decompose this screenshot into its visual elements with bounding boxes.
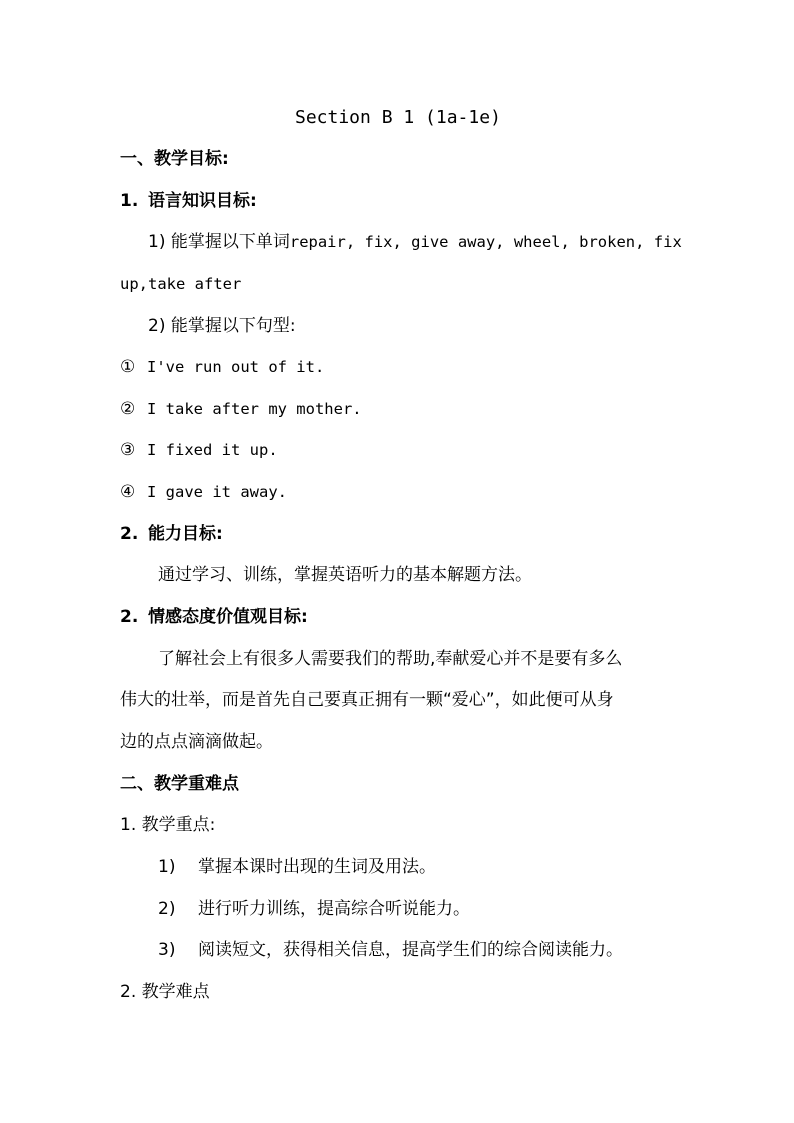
focus-item — [158, 856, 436, 878]
sentence-text: I gave it away. — [147, 483, 287, 501]
section-heading-key-points: 二、教学重难点 — [120, 774, 239, 794]
sentence-marker: ① — [120, 357, 136, 377]
subheading-knowledge — [120, 190, 257, 212]
focus-item — [158, 939, 623, 961]
sentence-marker: ③ — [120, 440, 136, 460]
vocabulary-prefix: 1) 能掌握以下单词 — [148, 232, 290, 252]
sentence-marker: ② — [120, 399, 136, 419]
sentence-text: I fixed it up. — [147, 441, 278, 459]
focus-heading: 1. 教学重点: — [120, 815, 216, 835]
subheading-text: 语言知识目标: — [148, 191, 257, 211]
subheading-emotion — [120, 606, 308, 628]
subheading-text: 情感态度价值观目标: — [148, 607, 308, 627]
sentence-item — [120, 481, 287, 503]
vocabulary-line — [148, 231, 682, 253]
subheading-ability — [120, 523, 223, 545]
sentence-marker: ④ — [120, 482, 136, 502]
sentence-text: I've run out of it. — [147, 358, 325, 376]
focus-item-text: 进行听力训练，提高综合听说能力。 — [198, 899, 470, 919]
focus-item-text: 阅读短文，获得相关信息，提高学生们的综合阅读能力。 — [198, 940, 623, 960]
focus-item — [158, 898, 470, 920]
difficulty-heading: 2. 教学难点 — [120, 982, 210, 1002]
page-title: Section B 1 (1a-1e) — [295, 107, 501, 128]
sentence-item — [120, 439, 278, 461]
sentence-text: I take after my mother. — [147, 400, 362, 418]
sentence-item — [120, 356, 324, 378]
focus-item-number: 1) — [158, 857, 176, 877]
sentence-item — [120, 398, 362, 420]
emotion-text-line: 边的点点滴滴做起。 — [120, 732, 273, 752]
ability-text: 通过学习、训练，掌握英语听力的基本解题方法。 — [158, 565, 532, 585]
focus-item-text: 掌握本课时出现的生词及用法。 — [198, 857, 436, 877]
vocabulary-words: repair, fix, give away, wheel, broken, fix — [289, 233, 682, 251]
section-heading-objectives: 一、教学目标: — [120, 149, 229, 169]
focus-item-number: 2) — [158, 899, 176, 919]
focus-item-number: 3) — [158, 940, 176, 960]
subheading-number: 2. — [120, 524, 139, 544]
emotion-text-line: 伟大的壮举，而是首先自己要真正拥有一颗“爱心”，如此便可从身 — [120, 690, 614, 710]
subheading-number: 1. — [120, 191, 139, 211]
subheading-number: 2. — [120, 607, 139, 627]
emotion-text-line: 了解社会上有很多人需要我们的帮助,奉献爱心并不是要有多么 — [158, 649, 623, 669]
vocabulary-continuation: up,take after — [120, 275, 242, 293]
subheading-text: 能力目标: — [148, 524, 223, 544]
sentence-patterns-label: 2) 能掌握以下句型: — [148, 316, 296, 336]
